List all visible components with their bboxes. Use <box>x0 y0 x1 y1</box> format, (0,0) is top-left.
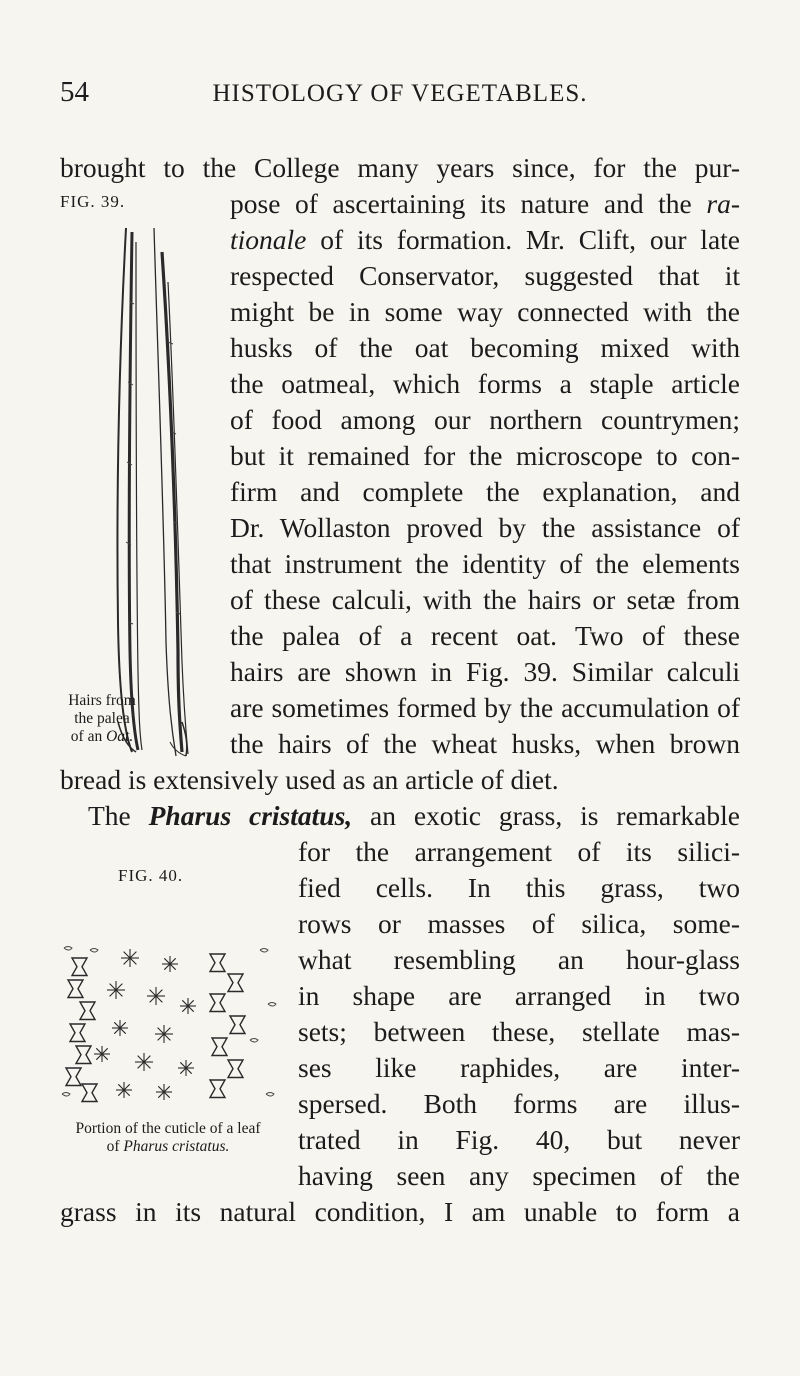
cell-fragment <box>260 949 268 953</box>
stellate-mass <box>155 1025 173 1043</box>
oat-hairs-figure <box>112 222 216 762</box>
stellate-mass <box>107 981 125 999</box>
hourglass-cell <box>210 954 225 972</box>
hourglass-cell <box>228 974 243 992</box>
running-head: HISTOLOGY OF VEGETABLES. <box>212 80 588 107</box>
page-header <box>0 76 800 116</box>
text-line: of these calculi, with the hairs or setæ from <box>230 584 740 615</box>
hourglass-cell <box>70 1024 85 1042</box>
cell-fragment <box>250 1039 258 1043</box>
hourglass-cell <box>76 1046 91 1064</box>
text-line: but it remained for the microscope to con- <box>230 440 740 471</box>
text-line: The Pharus cristatus, an exotic grass, is remarkable <box>88 800 740 831</box>
text-line: brought to the College many years since, for the pur- <box>60 152 740 183</box>
hourglass-cell <box>82 1084 97 1102</box>
stellate-mass <box>147 987 165 1005</box>
text-line: respected Conservator, suggested that it <box>230 260 740 291</box>
text-line: rows or masses of silica, some- <box>298 908 740 939</box>
text-line: what resembling an hour-glass <box>298 944 740 975</box>
cell-fragment <box>62 1093 70 1097</box>
hourglass-cell <box>210 994 225 1012</box>
text-line: pose of ascertaining its nature and the ra- <box>230 188 740 219</box>
cell-fragment <box>266 1093 274 1097</box>
text-line: that instrument the identity of the elements <box>230 548 740 579</box>
text-line: fied cells. In this grass, two <box>298 872 740 903</box>
hourglass-cell <box>228 1060 243 1078</box>
text-line: trated in Fig. 40, but never <box>298 1124 740 1155</box>
hourglass-cell <box>210 1080 225 1098</box>
stellate-mass <box>94 1046 110 1062</box>
hourglass-cell <box>80 1002 95 1020</box>
stellate-mass <box>121 949 139 967</box>
cell-fragment <box>268 1003 276 1007</box>
page-number: 54 <box>60 76 89 108</box>
text-line: ses like raphides, are inter- <box>298 1052 740 1083</box>
text-line: bread is extensively used as an article of diet. <box>60 764 559 795</box>
text-line: the hairs of the wheat husks, when brown <box>230 728 740 759</box>
hourglass-cell <box>68 980 83 998</box>
text-line: grass in its natural condition, I am unable to form a <box>60 1196 740 1227</box>
stellate-mass <box>116 1082 132 1098</box>
fig39-label: FIG. 39. <box>60 192 126 211</box>
fig40-caption: Portion of the cuticle of a leaf of Pharus cristatus. <box>75 1120 261 1155</box>
text-line: spersed. Both forms are illus- <box>298 1088 740 1119</box>
stellate-mass <box>162 956 178 972</box>
hourglass-cell <box>66 1068 81 1086</box>
hourglass-cell <box>212 1038 227 1056</box>
stellate-mass <box>178 1060 194 1076</box>
hourglass-cell <box>72 958 87 976</box>
hourglass-cell <box>230 1016 245 1034</box>
text-line: firm and complete the explanation, and <box>230 476 740 507</box>
text-line: the palea of a recent oat. Two of these <box>230 620 740 651</box>
text-line: Dr. Wollaston proved by the assistance of <box>230 512 740 543</box>
text-line: in shape are arranged in two <box>298 980 740 1011</box>
fig39-caption: Hairs from the palea of an Oat. <box>68 692 136 745</box>
stellate-mass <box>112 1020 128 1036</box>
text-line: having seen any specimen of the <box>298 1160 740 1191</box>
stellate-mass <box>156 1084 172 1100</box>
text-line: are sometimes formed by the accumulation of <box>230 692 740 723</box>
stellate-mass <box>180 998 196 1014</box>
cell-fragment <box>90 949 98 953</box>
text-line: hairs are shown in Fig. 39. Similar calculi <box>230 656 740 687</box>
text-line: the oatmeal, which forms a staple article <box>230 368 740 399</box>
text-line: might be in some way connected with the <box>230 296 740 327</box>
fig40-label: FIG. 40. <box>118 866 184 885</box>
text-line: of food among our northern countrymen; <box>230 404 740 435</box>
text-line: sets; between these, stellate mas- <box>298 1016 740 1047</box>
text-line: for the arrangement of its silici- <box>298 836 740 867</box>
stellate-mass <box>135 1053 153 1071</box>
text-line: husks of the oat becoming mixed with <box>230 332 740 363</box>
cell-fragment <box>64 947 72 951</box>
text-line: tionale of its formation. Mr. Clift, our late <box>230 224 740 255</box>
pharus-cuticle-figure <box>60 944 278 1106</box>
